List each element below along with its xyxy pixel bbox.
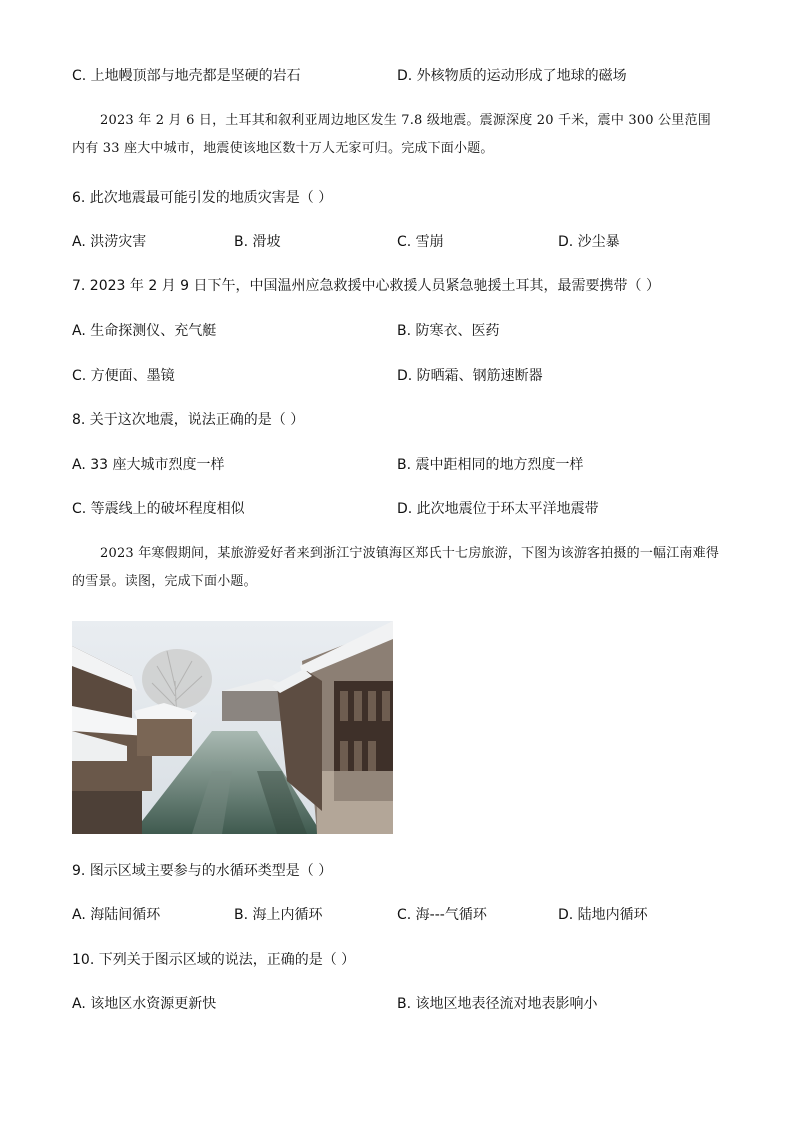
q6-option-c: C. 雪崩 — [397, 234, 444, 250]
q9-option-b: B. 海上内循环 — [234, 907, 323, 923]
passage-snow-scene: 2023 年寒假期间，某旅游爱好者来到浙江宁波镇海区郑氏十七房旅游，下图为该游客拍摄的一幅江南难得的雪景。读图，完成下面小题。 — [72, 546, 720, 589]
q7-option-b: B. 防寒衣、医药 — [397, 323, 500, 339]
snowy-canal-photo — [72, 621, 393, 834]
q9-stem: 9. 图示区域主要参与的水循环类型是（ ） — [72, 863, 333, 879]
q7-option-c: C. 方便面、墨镜 — [72, 368, 175, 384]
q8-option-a: A. 33 座大城市烈度一样 — [72, 457, 225, 473]
q6-stem: 6. 此次地震最可能引发的地质灾害是（ ） — [72, 190, 333, 206]
q7-stem: 7. 2023 年 2 月 9 日下午，中国温州应急救援中心救援人员紧急驰援土耳其，最需要携带（ ） — [72, 278, 660, 294]
q10-option-a: A. 该地区水资源更新快 — [72, 996, 217, 1012]
q8-option-d: D. 此次地震位于环太平洋地震带 — [397, 501, 599, 517]
q6-option-d: D. 沙尘暴 — [558, 234, 620, 250]
q7-option-a: A. 生命探测仪、充气艇 — [72, 323, 217, 339]
passage-earthquake: 2023 年 2 月 6 日，土耳其和叙利亚周边地区发生 7.8 级地震。震源深度 20 千米，震中 300 公里范围内有 33 座大中城市，地震使该地区数十万人无家可归。完成下面小题。 — [72, 113, 711, 156]
q10-option-b: B. 该地区地表径流对地表影响小 — [397, 996, 598, 1012]
q9-option-a: A. 海陆间循环 — [72, 907, 161, 923]
q7-option-d: D. 防晒霜、钢筋速断器 — [397, 368, 543, 384]
q5-option-c: C. 上地幔顶部与地壳都是坚硬的岩石 — [72, 68, 301, 84]
q9-option-d: D. 陆地内循环 — [558, 907, 648, 923]
q9-option-c: C. 海---气循环 — [397, 907, 487, 923]
q5-option-d: D. 外核物质的运动形成了地球的磁场 — [397, 68, 627, 84]
q8-stem: 8. 关于这次地震，说法正确的是（ ） — [72, 412, 305, 428]
q6-option-a: A. 洪涝灾害 — [72, 234, 147, 250]
q8-option-b: B. 震中距相同的地方烈度一样 — [397, 457, 584, 473]
q10-stem: 10. 下列关于图示区域的说法，正确的是（ ） — [72, 952, 356, 968]
q8-option-c: C. 等震线上的破坏程度相似 — [72, 501, 245, 517]
q6-option-b: B. 滑坡 — [234, 234, 281, 250]
